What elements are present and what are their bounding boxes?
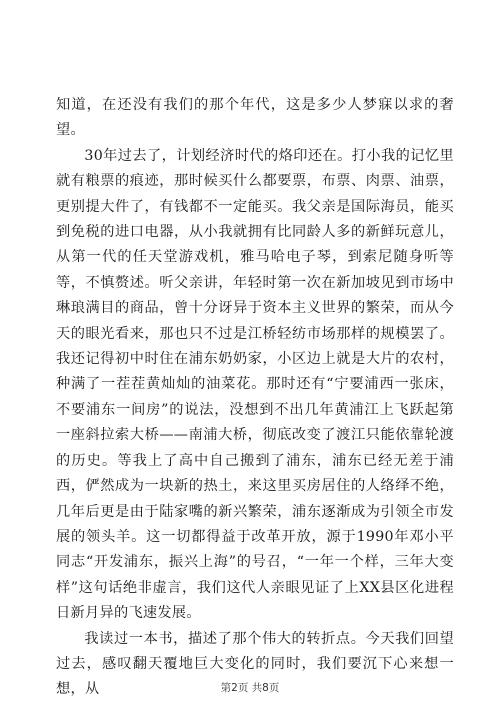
body-text [56,93,454,703]
paragraph-1: 知道，在还没有我们的那个年代，这是多少人梦寐以求的奢望。 [56,97,454,139]
paragraph-2: 30年过去了，计划经济时代的烙印还在。打小我的记忆里就有粮票的痕迹，那时候买什么都要票，布票、肉票、油票，更别提大件了，有钱都不一定能买。我父亲是国际海员，能买到免税的进口电器，从小我就拥有比同龄人多的新鲜玩意儿，从第一代的任天堂游戏机，雅马哈电子琴，到索尼随身听等等，不慎赘述。听父亲讲，年轻时第一次在新加坡见到市场中琳琅满目的商品，曾十分讶异于资本主义世界的繁荣，而从今天的眼光看来，那也只不过是江桥轻纺市场那样的规模罢了。我还记得初中时住在浦东奶奶家，小区边上就是大片的农村，种满了一茬茬黄灿灿的油菜花。那时还有“宁要浦西一张床，不要浦东一间房”的说法，没想到不出几年黄浦江上飞跃起第一座斜拉索大桥——南浦大桥，彻底改变了渡江只能依靠轮渡的历史。等我上了高中自己搬到了浦东，浦东已经无差于浦西，俨然成为一块新的热土，来这里买房居住的人络绎不绝，几年后更是由于陆家嘴的新兴繁荣，浦东逐渐成为引领全市发展的领头羊。这一切都得益于改革开放，源于1990年邓小平同志“开发浦东，振兴上海”的号召，“一年一个样，三年大变样”这句话绝非虚言，我们这代人亲眼见证了上XX县区化进程日新月异的飞速发展。 [56,147,454,622]
page-number-footer: 第2页 共8页 [220,682,280,694]
paragraph-3: 我读过一本书，描述了那个伟大的转折点。今天我们回望过去，感叹翻天覆地巨大变化的同时，我们要沉下心来想一想，从 [56,630,454,698]
